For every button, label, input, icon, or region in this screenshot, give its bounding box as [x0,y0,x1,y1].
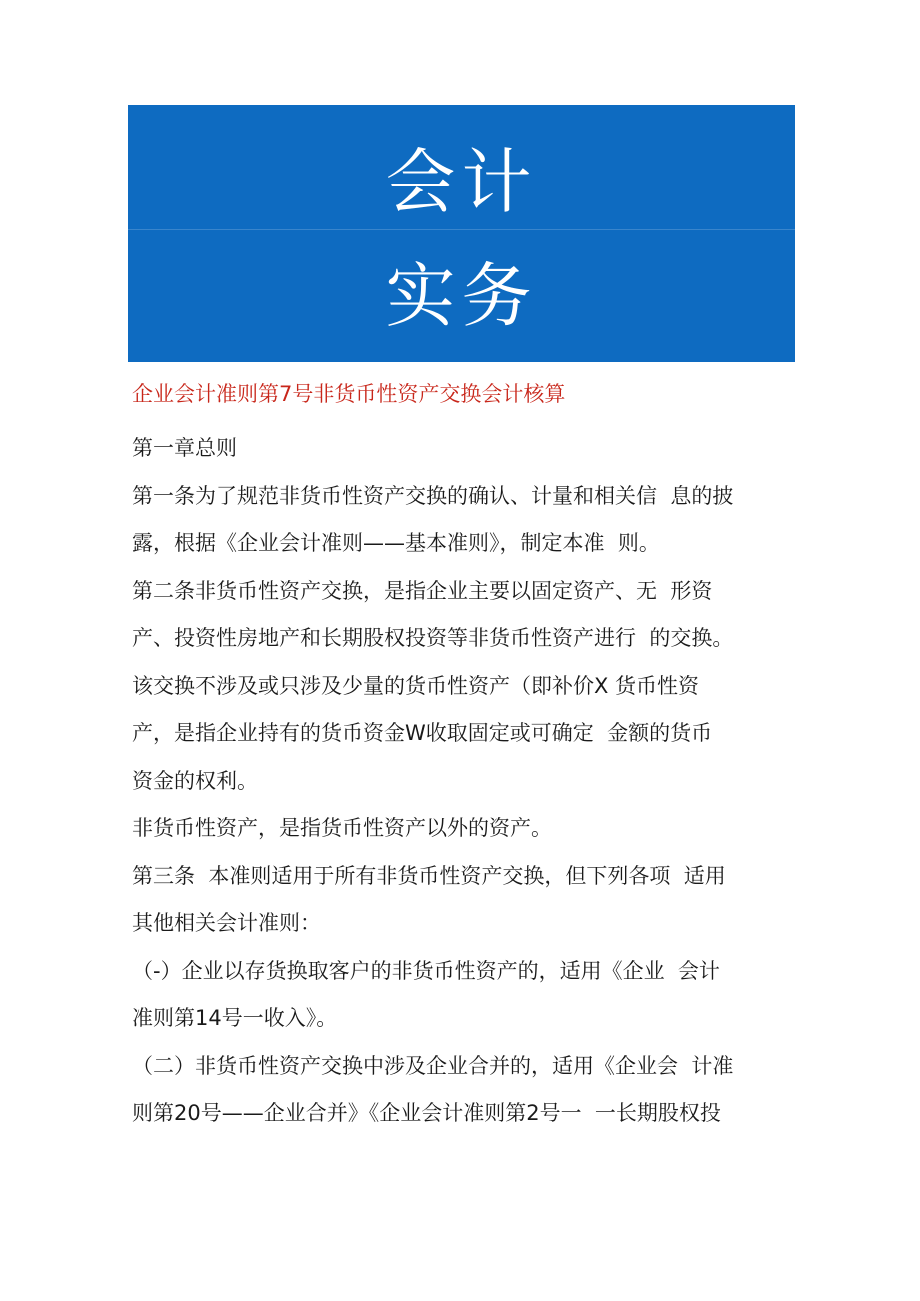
text-line: 露，根据《企业会计准则——基本准则》，制定本准 则。 [132,531,660,555]
text-line: 该交换不涉及或只涉及少量的货币性资产（即补价X 货币性资 [132,673,700,698]
text-line: 其他相关会计准则： [132,911,321,935]
text-line: 则第20号——企业合并》《企业会计准则第2号一 一长期股权投 [132,1101,721,1125]
text-line: 资金的权利。 [132,768,258,793]
text-line: 准则第14号一收入》。 [132,1006,338,1030]
text-line: 产、投资性房地产和长期股权投资等非货币性资产进行 的交换。 [132,626,734,650]
text-line: 第一条为了规范非货币性资产交换的确认、计量和相关信 息的披 [132,483,734,508]
document-title: 企业会计准则第7号非货币性资产交换会计核算 [132,382,566,406]
document-body [132,378,792,1138]
banner-title-line-2: 实务 [385,255,538,337]
banner-title-line-1: 会计 [385,141,538,223]
banner-divider [128,229,795,230]
paragraph-lines [132,425,792,1138]
text-line: （二）非货币性资产交换中涉及企业合并的，适用《企业会 计准 [132,1053,734,1078]
title-banner [128,105,795,362]
text-line: 第三条 本准则适用于所有非货币性资产交换，但下列各项 适用 [132,863,726,888]
text-line: 第二条非货币性资产交换，是指企业主要以固定资产、无 形资 [132,578,713,603]
text-line: 产，是指企业持有的货币资金W收取固定或可确定 金额的货币 [132,721,713,745]
text-line: 第一章总则 [132,436,237,460]
text-line: 非货币性资产，是指货币性资产以外的资产。 [132,816,552,840]
text-line: （-）企业以存货换取客户的非货币性资产的，适用《企业 会计 [132,958,720,983]
